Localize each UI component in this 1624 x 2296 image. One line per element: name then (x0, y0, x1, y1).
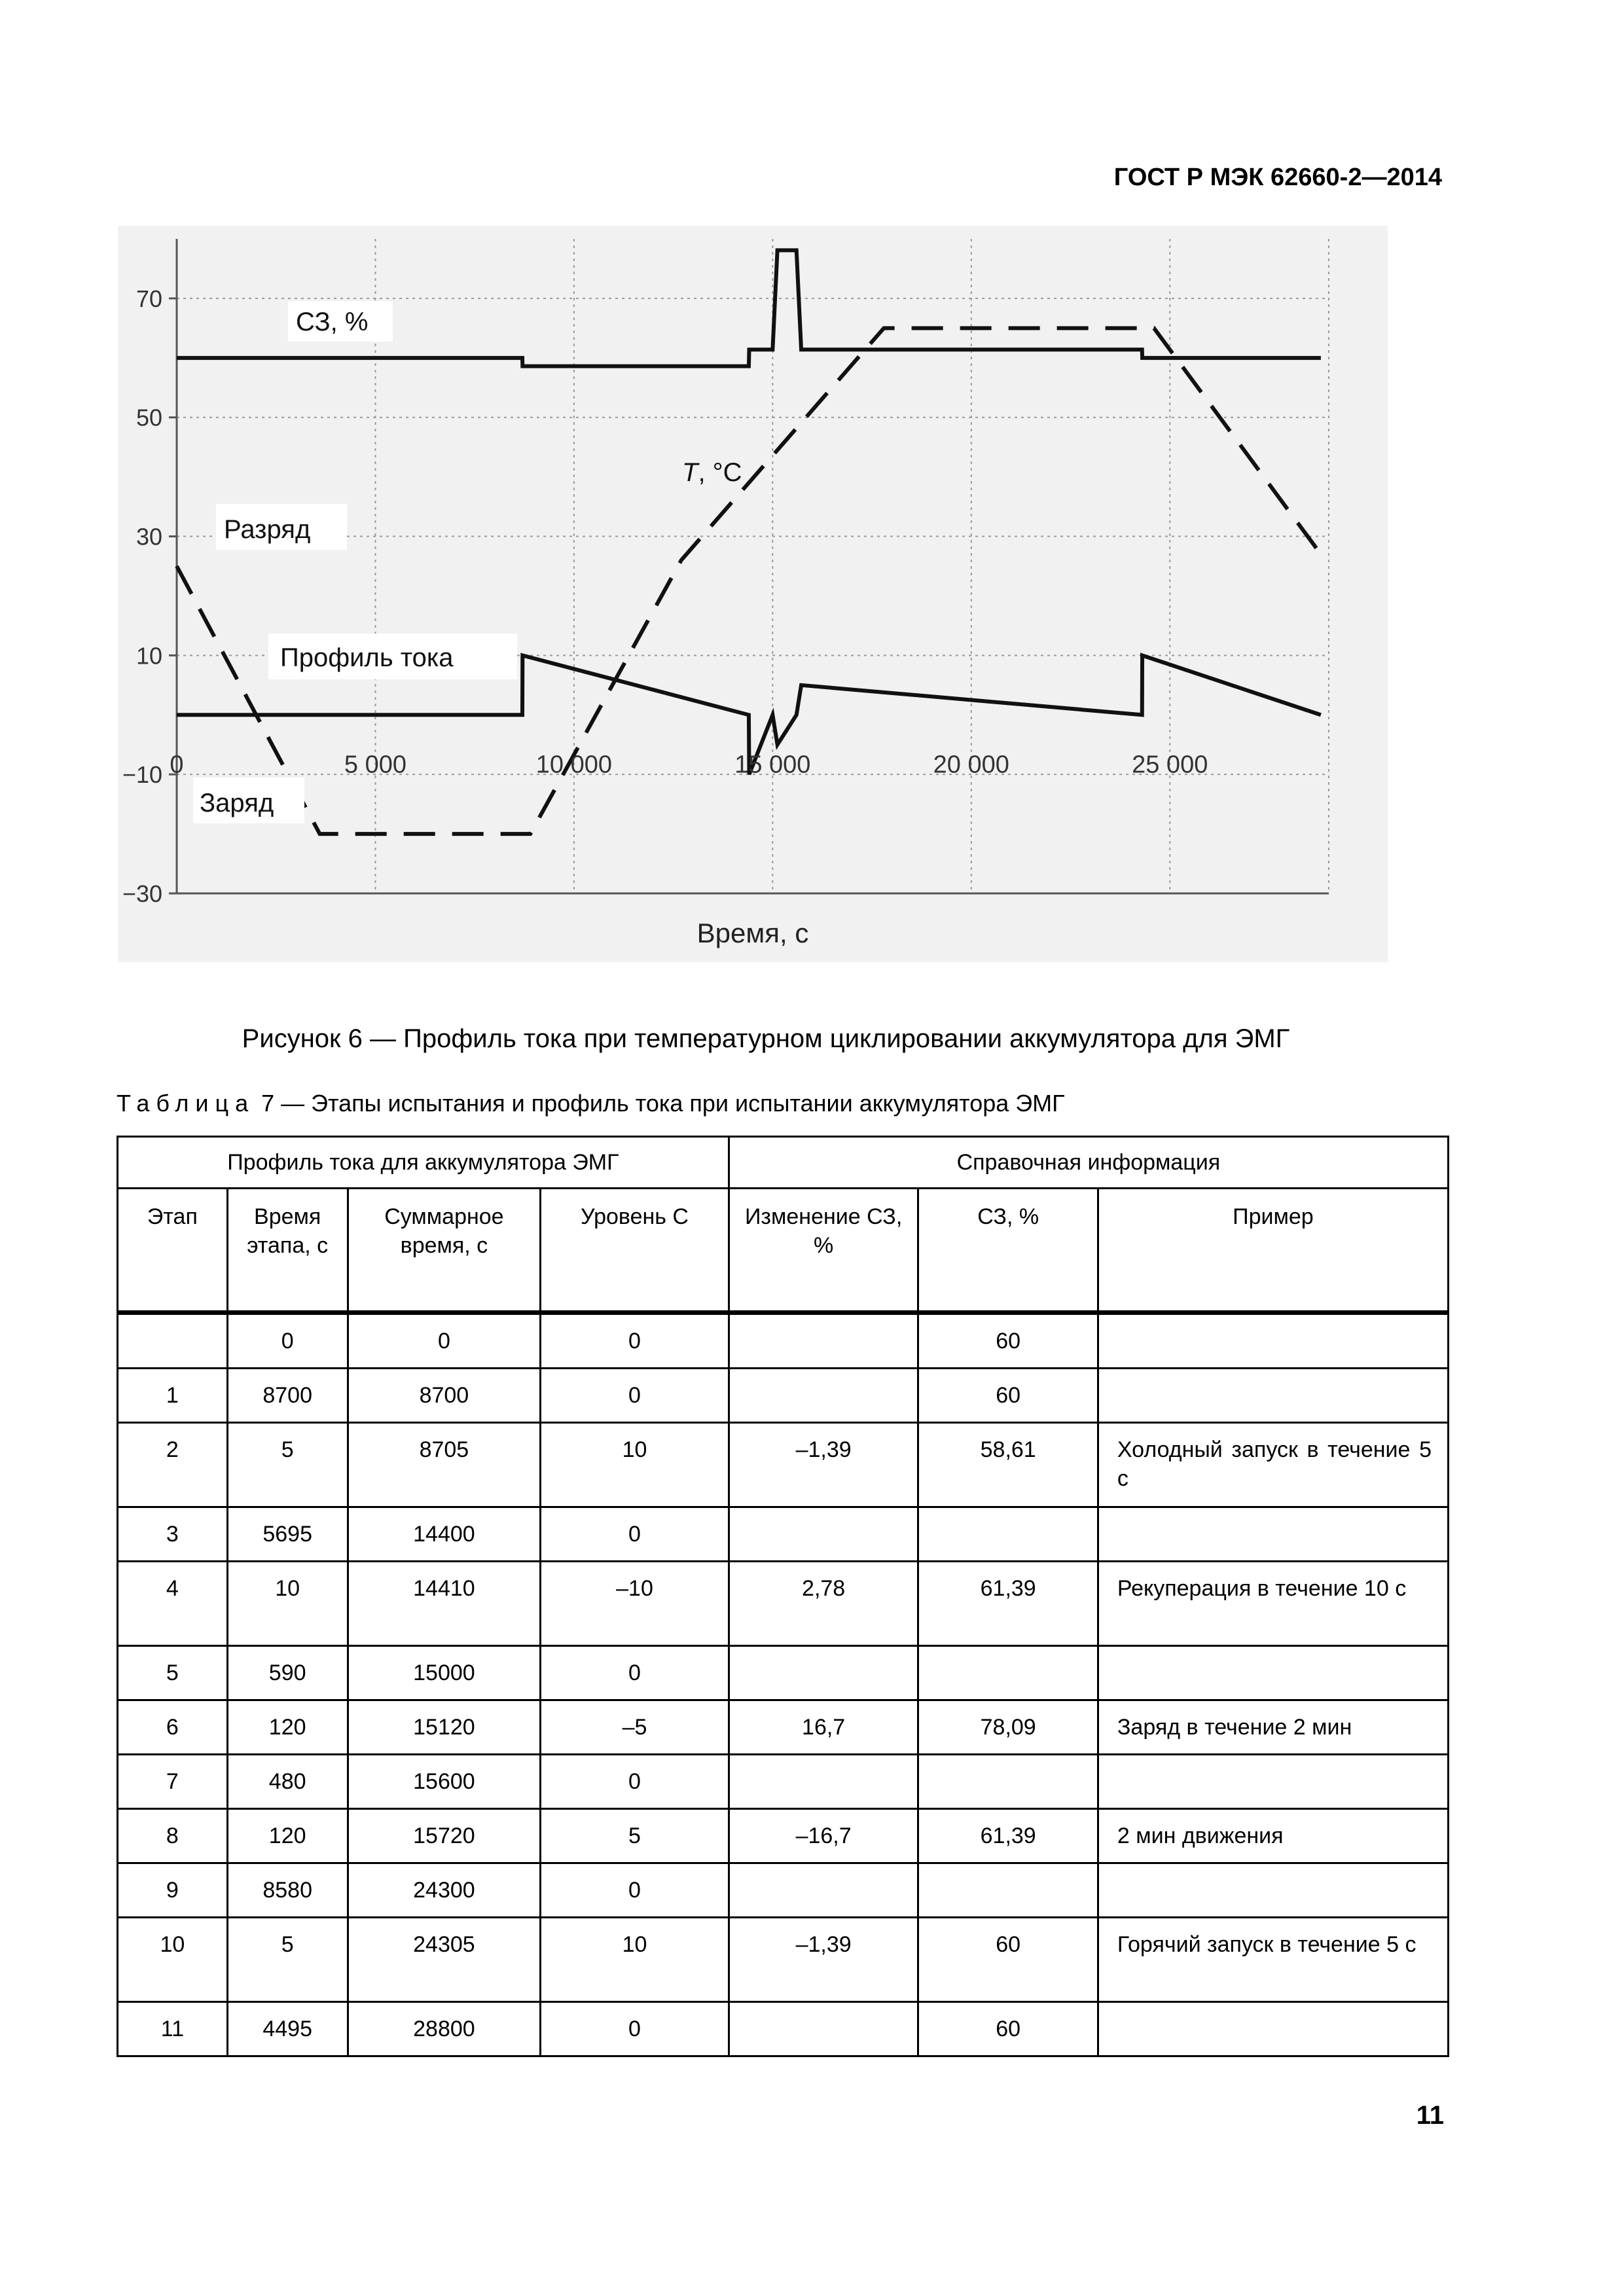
table-cell (918, 1755, 1098, 1809)
table-cell: 11 (118, 2002, 228, 2056)
table-cell: –1,39 (729, 1918, 918, 2002)
temperature-var: T (682, 458, 698, 487)
table-cell (1098, 2002, 1448, 2056)
table-cell: 590 (227, 1646, 348, 1700)
table-cell: 0 (541, 2002, 729, 2056)
table-cell: –5 (541, 1700, 729, 1755)
table-cell (1098, 1507, 1448, 1562)
x-tick-label: 20 000 (933, 751, 1009, 779)
table-cell: 28800 (348, 2002, 541, 2056)
table-cell: 24300 (348, 1863, 541, 1918)
table-cell: 480 (227, 1755, 348, 1809)
x-tick-label: 15 000 (734, 751, 811, 779)
table-cell: 120 (227, 1700, 348, 1755)
table-cell: 0 (541, 1507, 729, 1562)
group-header-current-profile: Профиль тока для аккумулятора ЭМГ (118, 1137, 729, 1189)
table-cell: Заряд в течение 2 мин (1098, 1700, 1448, 1755)
table-cell: 0 (541, 1646, 729, 1700)
table-cell: 5 (118, 1646, 228, 1700)
table-cell (1098, 1313, 1448, 1369)
column-header: Уровень С (541, 1189, 729, 1313)
column-header: Время этапа, с (227, 1189, 348, 1313)
table-cell: 10 (541, 1423, 729, 1507)
temperature-unit: , °C (698, 458, 742, 487)
x-tick-label: 25 000 (1132, 751, 1208, 779)
table-cell: 78,09 (918, 1700, 1098, 1755)
table-cell (729, 1646, 918, 1700)
x-tick-label: 5 000 (344, 751, 406, 779)
table-cell (729, 1863, 918, 1918)
y-tick-label: 50 (135, 404, 162, 431)
table-row (118, 1423, 1449, 1507)
table-row (118, 1755, 1449, 1809)
table-cell: 60 (918, 1918, 1098, 2002)
y-tick-label: −10 (122, 761, 162, 789)
table-cell (729, 1755, 918, 1809)
table-cell (1098, 1646, 1448, 1700)
table-row (118, 2002, 1449, 2056)
soc-label: СЗ, % (296, 308, 369, 336)
table-title (117, 1090, 1065, 1117)
table-cell (918, 1863, 1098, 1918)
table-cell: 61,39 (918, 1562, 1098, 1646)
table-cell: 1 (118, 1369, 228, 1423)
table-cell: Рекуперация в течение 10 с (1098, 1562, 1448, 1646)
table-cell: 5 (541, 1809, 729, 1863)
table-cell (729, 1507, 918, 1562)
table-cell: 14410 (348, 1562, 541, 1646)
figure-caption: Рисунок 6 — Профиль тока при температурном циклировании аккумулятора для ЭМГ (242, 1024, 1290, 1053)
table-cell (729, 1369, 918, 1423)
table-row (118, 1646, 1449, 1700)
table-cell: 2,78 (729, 1562, 918, 1646)
table-cell: 5695 (227, 1507, 348, 1562)
table-cell: 0 (541, 1369, 729, 1423)
column-header: Изменение СЗ, % (729, 1189, 918, 1313)
table-cell: 60 (918, 1313, 1098, 1369)
table-cell: 15600 (348, 1755, 541, 1809)
table-cell: 0 (227, 1313, 348, 1369)
table-cell (1098, 1755, 1448, 1809)
column-header: Пример (1098, 1189, 1448, 1313)
table-row (118, 1918, 1449, 2002)
table-cell (1098, 1863, 1448, 1918)
table-cell (729, 1313, 918, 1369)
table-cell: 8 (118, 1809, 228, 1863)
charge-label: Заряд (200, 789, 274, 817)
table-cell: 14400 (348, 1507, 541, 1562)
test-stages-table (117, 1136, 1449, 2057)
column-header: Суммарное время, с (348, 1189, 541, 1313)
table-row (118, 1369, 1449, 1423)
table-cell: 10 (227, 1562, 348, 1646)
table-cell: 0 (541, 1863, 729, 1918)
table-cell (918, 1646, 1098, 1700)
table-cell: 15000 (348, 1646, 541, 1700)
table-row (118, 1562, 1449, 1646)
table-cell: 10 (541, 1918, 729, 2002)
group-header-reference-info: Справочная информация (729, 1137, 1448, 1189)
table-cell: 15720 (348, 1809, 541, 1863)
current-profile-label: Профиль тока (280, 643, 454, 672)
table-cell: 8705 (348, 1423, 541, 1507)
page-number: 11 (1416, 2101, 1444, 2130)
table-cell: 8700 (348, 1369, 541, 1423)
y-tick-label: −30 (122, 880, 162, 907)
y-tick-label: 70 (135, 285, 162, 312)
table-cell: 8580 (227, 1863, 348, 1918)
table-row (118, 1809, 1449, 1863)
table-cell: 60 (918, 1369, 1098, 1423)
table-cell (729, 2002, 918, 2056)
table-row (118, 1863, 1449, 1918)
table-cell: 24305 (348, 1918, 541, 2002)
column-header: СЗ, % (918, 1189, 1098, 1313)
table-cell: 15120 (348, 1700, 541, 1755)
table-cell: 4495 (227, 2002, 348, 2056)
table-cell: 0 (541, 1755, 729, 1809)
y-tick-label: 10 (135, 642, 162, 670)
table-cell: 8700 (227, 1369, 348, 1423)
table-cell: 10 (118, 1918, 228, 2002)
table-cell: 2 мин движения (1098, 1809, 1448, 1863)
table-cell: 61,39 (918, 1809, 1098, 1863)
table-cell (118, 1313, 228, 1369)
table-cell: 0 (541, 1313, 729, 1369)
table-cell: 4 (118, 1562, 228, 1646)
discharge-label: Разряд (224, 515, 311, 544)
column-header: Этап (118, 1189, 228, 1313)
table-row (118, 1507, 1449, 1562)
y-tick-label: 30 (135, 523, 162, 550)
table-cell: 2 (118, 1423, 228, 1507)
table-cell: 16,7 (729, 1700, 918, 1755)
x-tick-label: 10 000 (535, 751, 613, 779)
table-cell: –10 (541, 1562, 729, 1646)
table-cell: 5 (227, 1918, 348, 2002)
table-cell: Холодный запуск в течение 5 с (1098, 1423, 1448, 1507)
table-title-word: Таблица (117, 1090, 255, 1117)
table-cell: 60 (918, 2002, 1098, 2056)
table-cell: 58,61 (918, 1423, 1098, 1507)
table-cell: 3 (118, 1507, 228, 1562)
table-cell: 0 (348, 1313, 541, 1369)
table-cell: 9 (118, 1863, 228, 1918)
table-cell: 5 (227, 1423, 348, 1507)
x-tick-label: 0 (170, 751, 184, 779)
table-cell: 6 (118, 1700, 228, 1755)
table-cell: –1,39 (729, 1423, 918, 1507)
table-cell: –16,7 (729, 1809, 918, 1863)
x-axis-title: Время, с (696, 918, 809, 948)
table-cell: Горячий запуск в течение 5 с (1098, 1918, 1448, 2002)
table-cell (1098, 1369, 1448, 1423)
table-cell: 120 (227, 1809, 348, 1863)
document-header: ГОСТ Р МЭК 62660-2—2014 (1113, 164, 1442, 191)
chart (0, 0, 1624, 982)
table-title-text: 7 — Этапы испытания и профиль тока при испытании аккумулятора ЭМГ (255, 1090, 1065, 1117)
table-cell: 7 (118, 1755, 228, 1809)
temperature-label (682, 458, 742, 487)
table-row (118, 1313, 1449, 1369)
table-cell (918, 1507, 1098, 1562)
table-row (118, 1700, 1449, 1755)
